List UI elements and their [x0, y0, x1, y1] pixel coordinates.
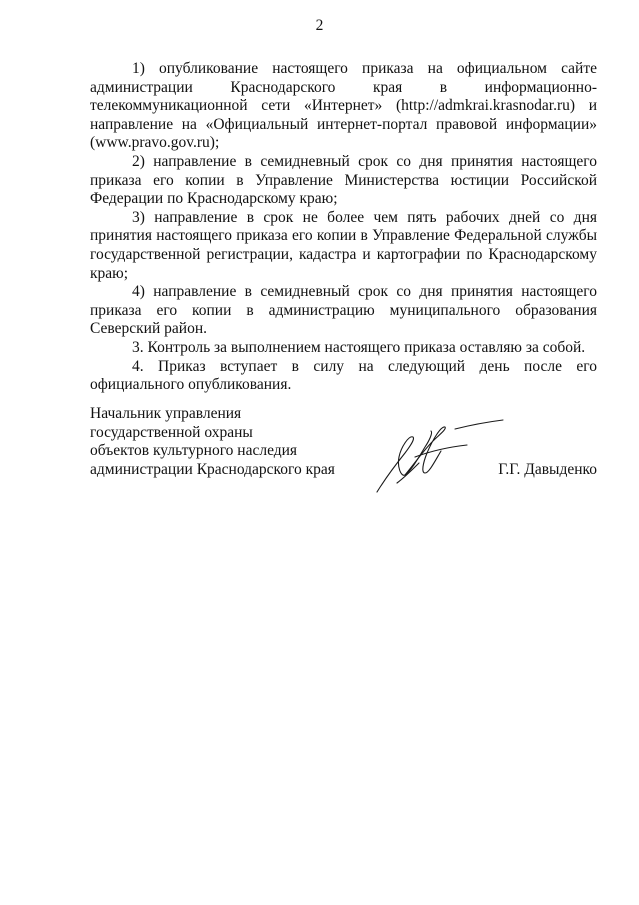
signature-block — [90, 405, 597, 495]
paragraph-publication: 1) опубликование настоящего приказа на официальном сайте администрации Краснодарского края в информационно-телекоммуникационной сети «Интернет» (http://admkrai.krasnodar.ru) и направление на «Официальный интернет-портал правовой информации» (www.pravo.gov.ru); — [90, 60, 597, 152]
handwritten-signature — [375, 417, 505, 495]
paragraph-ministry-copy: 2) направление в семидневный срок со дня принятия настоящего приказа его копии в Управление Министерства юстиции Российской Федерации по Краснодарскому краю; — [90, 152, 597, 208]
signer-name: Г.Г. Давыденко — [498, 460, 597, 478]
paragraph-registration-copy: 3) направление в срок не более чем пять рабочих дней со дня принятия настоящего приказа его копии в Управление Федеральной службы государственной регистрации, кадастра и картографии по Краснодарскому краю; — [90, 208, 597, 282]
signer-title-line: объектов культурного наследия — [90, 442, 298, 460]
page-number: 2 — [315, 17, 324, 34]
signer-title-line: государственной охраны — [90, 423, 253, 441]
paragraph-municipality-copy: 4) направление в семидневный срок со дня принятия настоящего приказа его копии в администрацию муниципального образования Северский район. — [90, 283, 597, 338]
signer-title — [90, 405, 360, 479]
signer-title-line: администрации Краснодарского края — [90, 460, 335, 478]
signer-title-line: Начальник управления — [90, 405, 242, 422]
paragraph-effective-date: 4. Приказ вступает в силу на следующий день после его официального опубликования. — [90, 357, 597, 394]
document-body — [90, 60, 597, 395]
paragraph-control: 3. Контроль за выполнением настоящего приказа оставляю за собой. — [132, 338, 586, 356]
